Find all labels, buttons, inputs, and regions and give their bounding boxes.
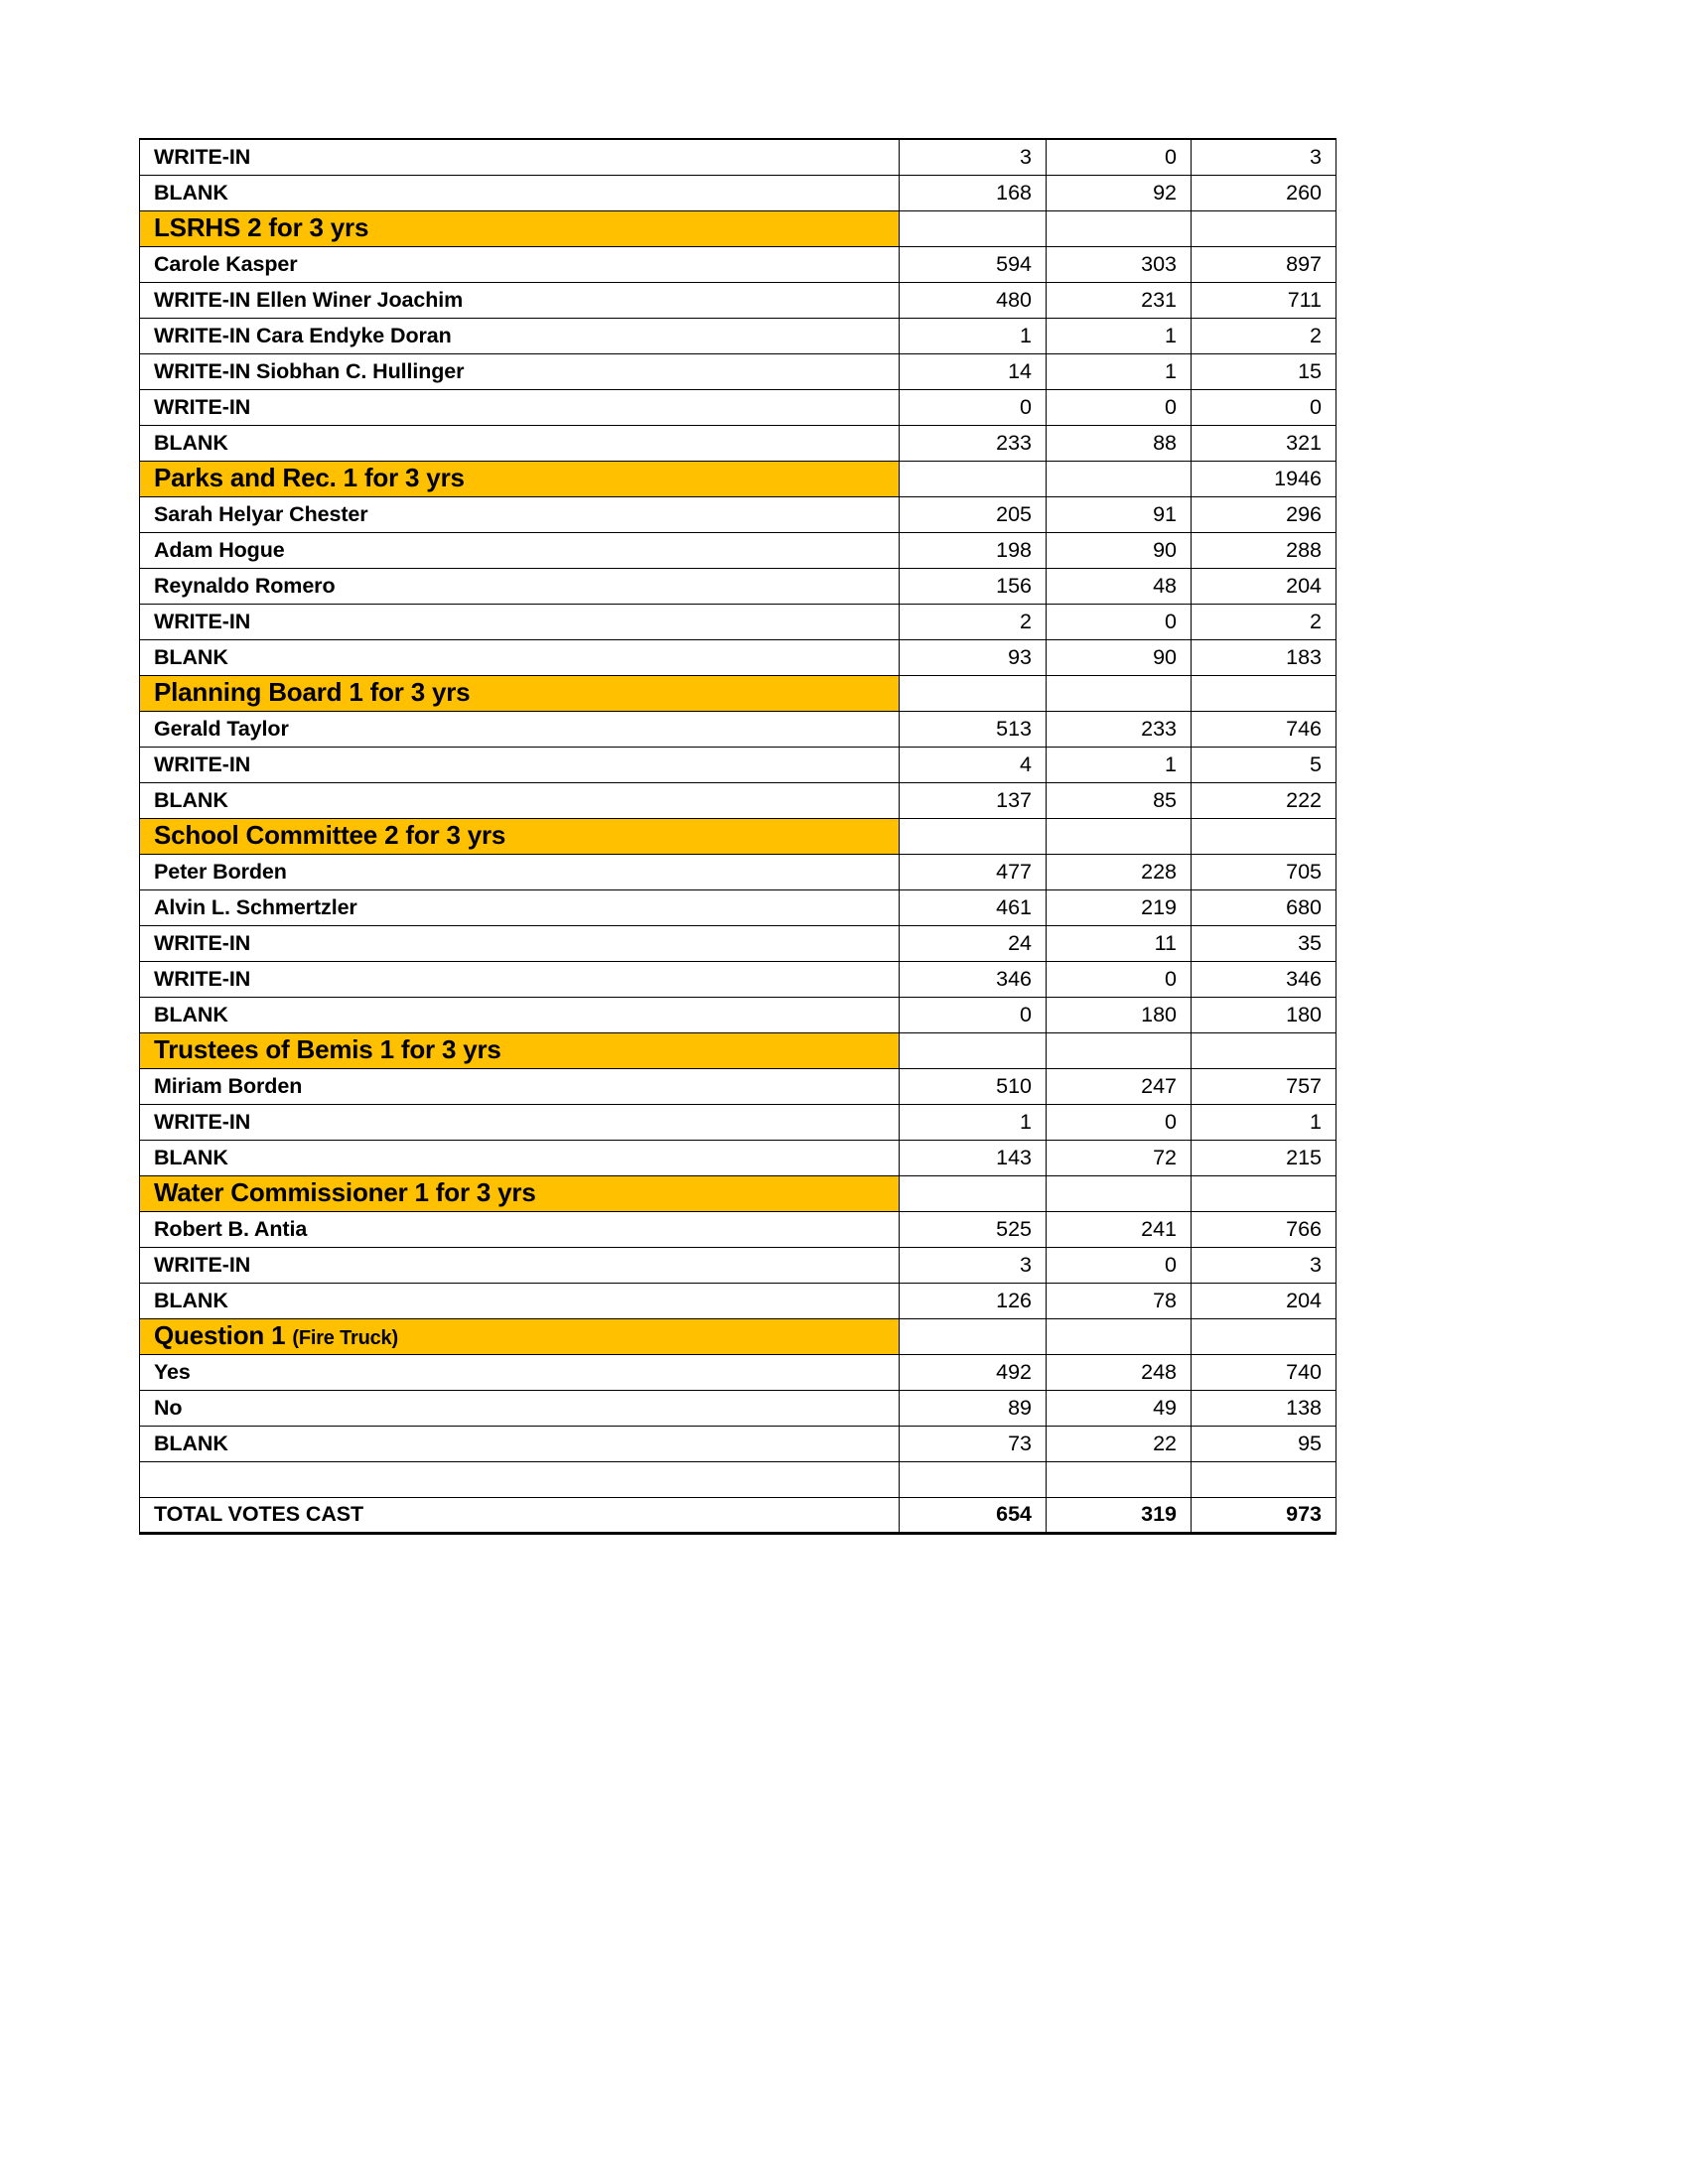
precinct-1-value: 480: [900, 282, 1047, 318]
section-title-subtext: (Fire Truck): [292, 1327, 398, 1350]
precinct-1-value: 1: [900, 318, 1047, 353]
table-row: [140, 1354, 1336, 1390]
precinct-2-value: 228: [1047, 854, 1192, 889]
row-label: BLANK: [140, 175, 900, 210]
precinct-1-value: 205: [900, 496, 1047, 532]
precinct-1-value: [900, 210, 1047, 246]
row-label: BLANK: [140, 1426, 900, 1461]
section-title: LSRHS 2 for 3 yrs: [140, 210, 900, 246]
total-value: 95: [1192, 1426, 1336, 1461]
precinct-1-value: 594: [900, 246, 1047, 282]
precinct-2-value: 90: [1047, 532, 1192, 568]
table-row: [140, 639, 1336, 675]
row-label: BLANK: [140, 1283, 900, 1318]
row-label: WRITE-IN: [140, 139, 900, 175]
precinct-1-value: 654: [900, 1497, 1047, 1533]
total-value: 705: [1192, 854, 1336, 889]
table-row: [140, 889, 1336, 925]
total-label: TOTAL VOTES CAST: [140, 1497, 900, 1533]
precinct-1-value: 233: [900, 425, 1047, 461]
total-value: 346: [1192, 961, 1336, 997]
section-header-row: [140, 675, 1336, 711]
precinct-2-value: 1: [1047, 318, 1192, 353]
precinct-1-value: 89: [900, 1390, 1047, 1426]
section-header-row: [140, 1032, 1336, 1068]
precinct-2-value: 48: [1047, 568, 1192, 604]
table-row: [140, 282, 1336, 318]
total-value: 0: [1192, 389, 1336, 425]
spacer-row: [140, 1461, 1336, 1497]
total-value: 740: [1192, 1354, 1336, 1390]
total-value: 183: [1192, 639, 1336, 675]
precinct-1-value: [900, 1318, 1047, 1354]
section-title: Water Commissioner 1 for 3 yrs: [140, 1175, 900, 1211]
row-label: WRITE-IN: [140, 747, 900, 782]
row-label: WRITE-IN: [140, 925, 900, 961]
precinct-2-value: [1047, 1461, 1192, 1497]
row-label: BLANK: [140, 997, 900, 1032]
election-results-table: [139, 138, 1336, 1535]
row-label: WRITE-IN Ellen Winer Joachim: [140, 282, 900, 318]
total-value: 5: [1192, 747, 1336, 782]
precinct-2-value: 231: [1047, 282, 1192, 318]
total-value: 15: [1192, 353, 1336, 389]
row-label: Yes: [140, 1354, 900, 1390]
precinct-1-value: 126: [900, 1283, 1047, 1318]
row-label: WRITE-IN Cara Endyke Doran: [140, 318, 900, 353]
row-label: Adam Hogue: [140, 532, 900, 568]
precinct-1-value: 461: [900, 889, 1047, 925]
table-row: [140, 1426, 1336, 1461]
results-table-body: [140, 139, 1336, 1533]
row-label: WRITE-IN: [140, 1247, 900, 1283]
precinct-2-value: 0: [1047, 604, 1192, 639]
precinct-2-value: 180: [1047, 997, 1192, 1032]
total-value: 766: [1192, 1211, 1336, 1247]
precinct-1-value: 510: [900, 1068, 1047, 1104]
total-value: [1192, 818, 1336, 854]
total-value: 321: [1192, 425, 1336, 461]
precinct-1-value: 93: [900, 639, 1047, 675]
precinct-1-value: 73: [900, 1426, 1047, 1461]
precinct-1-value: 346: [900, 961, 1047, 997]
total-value: 897: [1192, 246, 1336, 282]
total-value: 296: [1192, 496, 1336, 532]
precinct-1-value: 3: [900, 1247, 1047, 1283]
precinct-1-value: 525: [900, 1211, 1047, 1247]
precinct-1-value: 1: [900, 1104, 1047, 1140]
precinct-2-value: [1047, 818, 1192, 854]
precinct-1-value: 156: [900, 568, 1047, 604]
table-row: [140, 1104, 1336, 1140]
section-title: Question 1 (Fire Truck): [140, 1318, 900, 1354]
total-value: [1192, 1318, 1336, 1354]
total-value: [1192, 675, 1336, 711]
table-row: [140, 782, 1336, 818]
row-label: Carole Kasper: [140, 246, 900, 282]
precinct-1-value: 0: [900, 389, 1047, 425]
section-title: School Committee 2 for 3 yrs: [140, 818, 900, 854]
total-value: 1946: [1192, 461, 1336, 496]
row-label: Alvin L. Schmertzler: [140, 889, 900, 925]
precinct-1-value: 0: [900, 997, 1047, 1032]
precinct-2-value: [1047, 210, 1192, 246]
precinct-2-value: 90: [1047, 639, 1192, 675]
table-row: [140, 246, 1336, 282]
precinct-2-value: 88: [1047, 425, 1192, 461]
row-label: WRITE-IN Siobhan C. Hullinger: [140, 353, 900, 389]
table-row: [140, 1283, 1336, 1318]
precinct-2-value: 1: [1047, 747, 1192, 782]
total-value: 973: [1192, 1497, 1336, 1533]
table-row: [140, 532, 1336, 568]
section-header-row: [140, 210, 1336, 246]
table-row: [140, 854, 1336, 889]
precinct-2-value: 0: [1047, 1247, 1192, 1283]
table-row: [140, 139, 1336, 175]
table-row: [140, 175, 1336, 210]
precinct-2-value: 0: [1047, 1104, 1192, 1140]
row-label: BLANK: [140, 1140, 900, 1175]
total-value: [1192, 1461, 1336, 1497]
precinct-1-value: [900, 461, 1047, 496]
precinct-1-value: 2: [900, 604, 1047, 639]
precinct-2-value: [1047, 675, 1192, 711]
row-label: No: [140, 1390, 900, 1426]
table-row: [140, 318, 1336, 353]
total-value: 138: [1192, 1390, 1336, 1426]
table-row: [140, 389, 1336, 425]
precinct-2-value: 1: [1047, 353, 1192, 389]
table-row: [140, 568, 1336, 604]
table-row: [140, 1211, 1336, 1247]
precinct-2-value: 233: [1047, 711, 1192, 747]
section-header-row: [140, 461, 1336, 496]
row-label: BLANK: [140, 639, 900, 675]
precinct-1-value: 198: [900, 532, 1047, 568]
total-value: 288: [1192, 532, 1336, 568]
precinct-1-value: 137: [900, 782, 1047, 818]
table-row: [140, 1068, 1336, 1104]
table-row: [140, 961, 1336, 997]
precinct-2-value: [1047, 1032, 1192, 1068]
precinct-2-value: 22: [1047, 1426, 1192, 1461]
precinct-1-value: 513: [900, 711, 1047, 747]
row-label: Sarah Helyar Chester: [140, 496, 900, 532]
precinct-1-value: 168: [900, 175, 1047, 210]
precinct-2-value: 247: [1047, 1068, 1192, 1104]
precinct-2-value: 319: [1047, 1497, 1192, 1533]
table-row: [140, 711, 1336, 747]
precinct-2-value: 0: [1047, 139, 1192, 175]
table-row: [140, 997, 1336, 1032]
total-value: [1192, 1032, 1336, 1068]
precinct-1-value: [900, 1461, 1047, 1497]
precinct-2-value: 219: [1047, 889, 1192, 925]
total-value: 180: [1192, 997, 1336, 1032]
row-label: Gerald Taylor: [140, 711, 900, 747]
precinct-2-value: 241: [1047, 1211, 1192, 1247]
precinct-1-value: 143: [900, 1140, 1047, 1175]
row-label: BLANK: [140, 782, 900, 818]
table-row: [140, 604, 1336, 639]
total-value: 2: [1192, 604, 1336, 639]
total-value: 215: [1192, 1140, 1336, 1175]
precinct-1-value: 3: [900, 139, 1047, 175]
total-value: 746: [1192, 711, 1336, 747]
precinct-2-value: [1047, 1318, 1192, 1354]
precinct-2-value: 0: [1047, 389, 1192, 425]
total-value: 757: [1192, 1068, 1336, 1104]
precinct-2-value: 85: [1047, 782, 1192, 818]
total-value: 204: [1192, 1283, 1336, 1318]
precinct-1-value: 4: [900, 747, 1047, 782]
total-value: 204: [1192, 568, 1336, 604]
row-label: BLANK: [140, 425, 900, 461]
total-value: 260: [1192, 175, 1336, 210]
precinct-1-value: [900, 818, 1047, 854]
precinct-1-value: 477: [900, 854, 1047, 889]
total-value: 35: [1192, 925, 1336, 961]
precinct-2-value: 11: [1047, 925, 1192, 961]
precinct-2-value: 248: [1047, 1354, 1192, 1390]
precinct-2-value: 91: [1047, 496, 1192, 532]
precinct-1-value: 492: [900, 1354, 1047, 1390]
precinct-2-value: 49: [1047, 1390, 1192, 1426]
section-header-row: [140, 1318, 1336, 1354]
table-row: [140, 496, 1336, 532]
section-title: Parks and Rec. 1 for 3 yrs: [140, 461, 900, 496]
table-row: [140, 747, 1336, 782]
section-header-row: [140, 1175, 1336, 1211]
row-label: Reynaldo Romero: [140, 568, 900, 604]
row-label: WRITE-IN: [140, 1104, 900, 1140]
precinct-2-value: 78: [1047, 1283, 1192, 1318]
total-value: [1192, 1175, 1336, 1211]
row-label: [140, 1461, 900, 1497]
section-title: Planning Board 1 for 3 yrs: [140, 675, 900, 711]
row-label: WRITE-IN: [140, 961, 900, 997]
total-value: 222: [1192, 782, 1336, 818]
section-header-row: [140, 818, 1336, 854]
table-row: [140, 925, 1336, 961]
row-label: WRITE-IN: [140, 604, 900, 639]
total-value: 3: [1192, 139, 1336, 175]
precinct-2-value: 92: [1047, 175, 1192, 210]
precinct-2-value: [1047, 1175, 1192, 1211]
table-row: [140, 1247, 1336, 1283]
precinct-1-value: [900, 675, 1047, 711]
precinct-1-value: 24: [900, 925, 1047, 961]
precinct-1-value: [900, 1032, 1047, 1068]
precinct-1-value: [900, 1175, 1047, 1211]
precinct-2-value: 303: [1047, 246, 1192, 282]
row-label: Miriam Borden: [140, 1068, 900, 1104]
table-row: [140, 1390, 1336, 1426]
row-label: Robert B. Antia: [140, 1211, 900, 1247]
total-votes-cast-row: [140, 1497, 1336, 1533]
section-title: Trustees of Bemis 1 for 3 yrs: [140, 1032, 900, 1068]
row-label: WRITE-IN: [140, 389, 900, 425]
precinct-2-value: 0: [1047, 961, 1192, 997]
table-row: [140, 1140, 1336, 1175]
total-value: 1: [1192, 1104, 1336, 1140]
total-value: 711: [1192, 282, 1336, 318]
precinct-2-value: [1047, 461, 1192, 496]
table-row: [140, 353, 1336, 389]
total-value: 2: [1192, 318, 1336, 353]
precinct-2-value: 72: [1047, 1140, 1192, 1175]
table-row: [140, 425, 1336, 461]
row-label: Peter Borden: [140, 854, 900, 889]
total-value: 680: [1192, 889, 1336, 925]
total-value: [1192, 210, 1336, 246]
precinct-1-value: 14: [900, 353, 1047, 389]
total-value: 3: [1192, 1247, 1336, 1283]
